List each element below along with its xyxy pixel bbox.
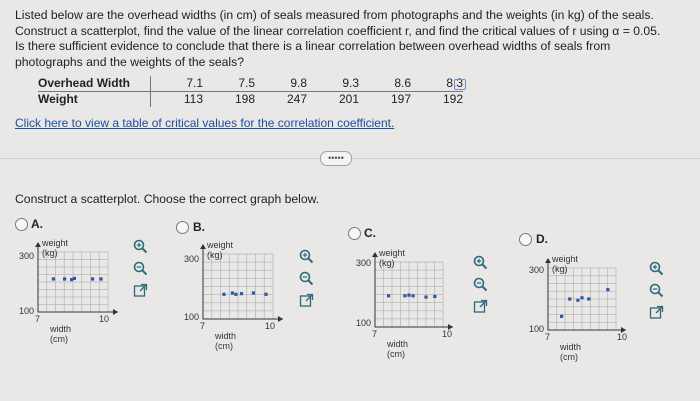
expand-graph-icon[interactable] <box>298 292 315 309</box>
radio-button[interactable] <box>348 227 361 240</box>
zoom-in-icon[interactable] <box>132 238 149 255</box>
table-cell: 201 <box>338 92 359 106</box>
table-cell: 198 <box>234 92 255 106</box>
zoom-out-icon[interactable] <box>298 270 315 287</box>
data-point <box>264 293 267 296</box>
data-point <box>411 294 414 297</box>
table-cell: 9.3 <box>307 76 359 92</box>
table-cell: 7.1 <box>151 76 204 92</box>
row-label-width: Overhead Width <box>38 76 151 92</box>
table-row-widths <box>38 76 463 92</box>
y-tick-top: 300 <box>356 258 372 268</box>
x-axis-arrow <box>278 316 283 322</box>
x-tick-right: 10 <box>442 329 453 339</box>
expand-button[interactable]: ••••• <box>320 151 352 166</box>
data-point <box>576 299 579 302</box>
table-cell: 8.3 <box>411 76 463 92</box>
data-point <box>63 277 66 280</box>
zoom-out-icon[interactable] <box>472 276 489 293</box>
x-tick-right: 10 <box>99 314 110 324</box>
x-axis-label: width (cm) <box>560 342 582 362</box>
expand-graph-icon[interactable] <box>132 282 149 299</box>
y-tick-bottom: 100 <box>356 318 372 328</box>
data-point <box>580 296 583 299</box>
data-point <box>222 293 225 296</box>
data-point <box>387 294 390 297</box>
data-point <box>73 277 76 280</box>
x-axis-arrow <box>113 309 118 315</box>
x-axis-label: width (cm) <box>215 331 237 351</box>
option-label: D. <box>536 232 548 246</box>
table-cell: 192 <box>442 92 463 106</box>
data-point <box>70 278 73 281</box>
data-point <box>234 293 237 296</box>
question-line-2: Construct a scatterplot, find the value of the linear correlation coefficient r, and find the critical values of r using α = 0.05. <box>15 23 661 38</box>
question-line-1: Listed below are the overhead widths (in cm) of seals measured from photographs and the weights (in kg) of the seals. <box>15 8 654 22</box>
y-axis-arrow <box>200 244 206 249</box>
option-label: C. <box>364 226 376 240</box>
data-point <box>568 297 571 300</box>
data-point <box>240 292 243 295</box>
x-axis-label: width (cm) <box>387 339 409 359</box>
x-tick-right: 10 <box>617 332 628 342</box>
y-tick-bottom: 100 <box>184 312 200 322</box>
zoom-in-icon[interactable] <box>648 260 665 277</box>
zoom-out-icon[interactable] <box>132 260 149 277</box>
y-axis-arrow <box>372 252 378 257</box>
data-point <box>252 291 255 294</box>
question-text <box>15 8 695 70</box>
table-cell: 7.5 <box>203 76 255 92</box>
table-cell: 247 <box>286 92 307 106</box>
x-tick-left: 7 <box>545 332 551 342</box>
x-tick-right: 10 <box>265 321 276 331</box>
copy-data-icon[interactable] <box>454 79 466 90</box>
zoom-in-icon[interactable] <box>298 248 315 265</box>
data-point <box>424 296 427 299</box>
question-line-4: photographs and the weights of the seals? <box>15 54 245 69</box>
data-point <box>606 288 609 291</box>
y-tick-top: 300 <box>529 265 545 275</box>
radio-button[interactable] <box>15 218 28 231</box>
y-axis-arrow <box>545 258 551 263</box>
expand-graph-icon[interactable] <box>648 304 665 321</box>
data-point <box>587 297 590 300</box>
data-point <box>231 291 234 294</box>
data-point <box>403 294 406 297</box>
data-point <box>99 277 102 280</box>
table-cell: 8.6 <box>359 76 411 92</box>
data-point <box>407 294 410 297</box>
y-axis-label: weight (kg) <box>552 254 579 274</box>
data-point <box>91 277 94 280</box>
scatterplot-prompt: Construct a scatterplot. Choose the correct graph below. <box>15 192 320 206</box>
y-tick-top: 300 <box>184 254 200 264</box>
critical-values-link[interactable]: Click here to view a table of critical values for the correlation coefficient. <box>15 116 395 130</box>
x-axis-label: width (cm) <box>50 324 72 344</box>
y-tick-bottom: 100 <box>529 324 545 334</box>
y-tick-bottom: 100 <box>19 306 35 316</box>
option-label: B. <box>193 220 205 234</box>
table-cell: 197 <box>390 92 411 106</box>
y-axis-arrow <box>35 242 41 247</box>
x-tick-left: 7 <box>35 314 41 324</box>
x-tick-left: 7 <box>200 321 206 331</box>
option-label: A. <box>31 217 43 231</box>
radio-button[interactable] <box>519 233 532 246</box>
data-point <box>52 277 55 280</box>
data-point <box>560 315 563 318</box>
expand-graph-icon[interactable] <box>472 298 489 315</box>
data-table <box>38 76 463 107</box>
y-tick-top: 300 <box>19 251 35 261</box>
zoom-in-icon[interactable] <box>472 254 489 271</box>
question-line-3: Is there sufficient evidence to conclude that there is a linear correlation between overhead widths of seals from <box>15 39 611 53</box>
table-row-weights <box>38 92 463 108</box>
y-axis-label: weight (kg) <box>207 240 234 260</box>
radio-button[interactable] <box>176 221 189 234</box>
table-cell: 9.8 <box>255 76 307 92</box>
x-tick-left: 7 <box>372 329 378 339</box>
data-point <box>433 295 436 298</box>
table-cell: 113 <box>183 92 203 106</box>
zoom-out-icon[interactable] <box>648 282 665 299</box>
y-axis-label: weight (kg) <box>42 238 69 258</box>
row-label-weight: Weight <box>38 92 151 108</box>
y-axis-label: weight (kg) <box>379 248 406 268</box>
